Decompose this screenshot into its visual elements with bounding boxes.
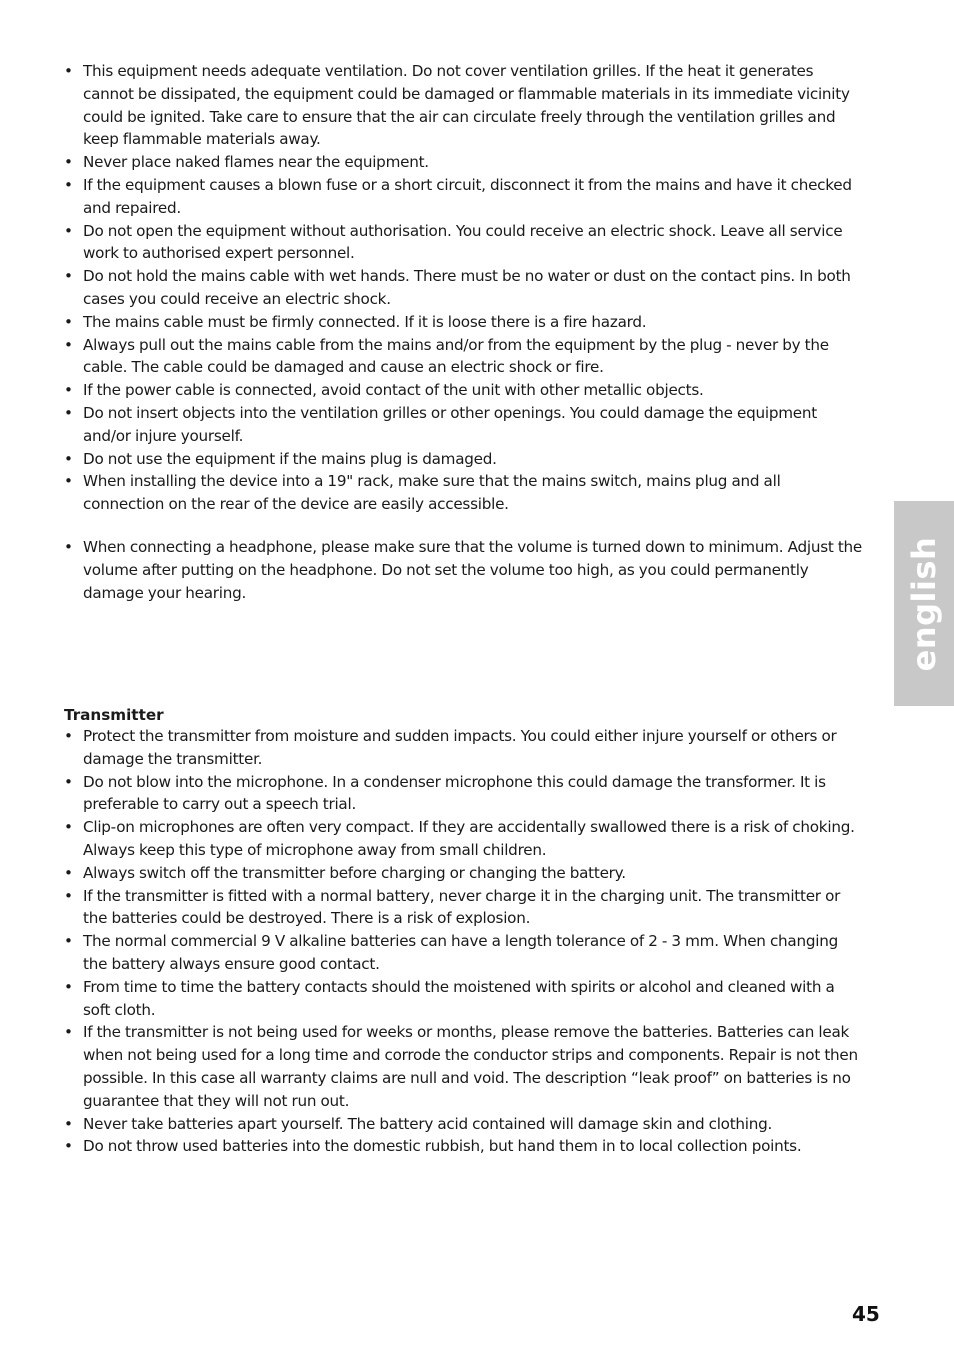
list-item: • When installing the device into a 19" rack, make sure that the mains switch, mains plug and all connection on the rear of the device are easily accessible.: [64, 470, 864, 516]
language-tab-label: english: [905, 536, 943, 671]
list-item: • If the equipment causes a blown fuse or a short circuit, disconnect it from the mains and have it checked and repaired.: [64, 174, 864, 220]
transmitter-safety-list: [64, 725, 864, 1158]
general-safety-list: [64, 60, 864, 516]
list-item: • Clip-on microphones are often very compact. If they are accidentally swallowed there is a risk of choking. Always keep this type of microphone away from small children.: [64, 816, 864, 862]
list-item: • Never take batteries apart yourself. The battery acid contained will damage skin and clothing.: [64, 1113, 864, 1136]
list-item: • If the transmitter is fitted with a normal battery, never charge it in the charging unit. The transmitter or the batteries could be destroyed. There is a risk of explosion.: [64, 885, 864, 931]
list-item: • Do not insert objects into the ventilation grilles or other openings. You could damage the equipment and/or injure yourself.: [64, 402, 864, 448]
list-item: • The mains cable must be firmly connected. If it is loose there is a fire hazard.: [64, 311, 864, 334]
list-item: • Do not hold the mains cable with wet hands. There must be no water or dust on the contact pins. In both cases you could receive an electric shock.: [64, 265, 864, 311]
list-item: • Always pull out the mains cable from the mains and/or from the equipment by the plug - never by the cable. The cable could be damaged and cause an electric shock or fire.: [64, 334, 864, 380]
language-tab: [894, 501, 954, 706]
list-item: • If the transmitter is not being used for weeks or months, please remove the batteries. Batteries can leak when not being used for a long time and corrode the conductor strips and components. Repair is not then possible. In this case all warranty claims are null and void. The description “leak proof” on batteries is no guarantee that they will not run out.: [64, 1021, 864, 1112]
list-item: • From time to time the battery contacts should the moistened with spirits or alcohol and cleaned with a soft cloth.: [64, 976, 864, 1022]
list-item: • Do not blow into the microphone. In a condenser microphone this could damage the transformer. It is preferable to carry out a speech trial.: [64, 771, 864, 817]
list-item: • If the power cable is connected, avoid contact of the unit with other metallic objects.: [64, 379, 864, 402]
list-item: • Do not throw used batteries into the domestic rubbish, but hand them in to local collection points.: [64, 1135, 864, 1158]
list-item: • Do not use the equipment if the mains plug is damaged.: [64, 448, 864, 471]
general-bullets-b: [64, 536, 864, 604]
transmitter-heading: Transmitter: [64, 706, 164, 724]
general-bullets-a: [64, 60, 864, 516]
page-number: 45: [852, 1302, 880, 1326]
list-item: • Always switch off the transmitter before charging or changing the battery.: [64, 862, 864, 885]
headphone-safety-list: [64, 536, 864, 604]
list-item: • The normal commercial 9 V alkaline batteries can have a length tolerance of 2 - 3 mm. When changing the battery always ensure good contact.: [64, 930, 864, 976]
list-item: • When connecting a headphone, please make sure that the volume is turned down to minimum. Adjust the volume after putting on the headphone. Do not set the volume too high, as you could permanently damage your hearing.: [64, 536, 864, 604]
transmitter-bullets: [64, 725, 864, 1158]
list-item: • Do not open the equipment without authorisation. You could receive an electric shock. Leave all service work to authorised expert personnel.: [64, 220, 864, 266]
list-item: • Protect the transmitter from moisture and sudden impacts. You could either injure yourself or others or damage the transmitter.: [64, 725, 864, 771]
list-item: • Never place naked flames near the equipment.: [64, 151, 864, 174]
list-item: • This equipment needs adequate ventilation. Do not cover ventilation grilles. If the heat it generates cannot be dissipated, the equipment could be damaged or flammable materials in its immediate vicinity could be ignited. Take care to ensure that the air can circulate freely through the ventilation grilles and keep flammable materials away.: [64, 60, 864, 151]
